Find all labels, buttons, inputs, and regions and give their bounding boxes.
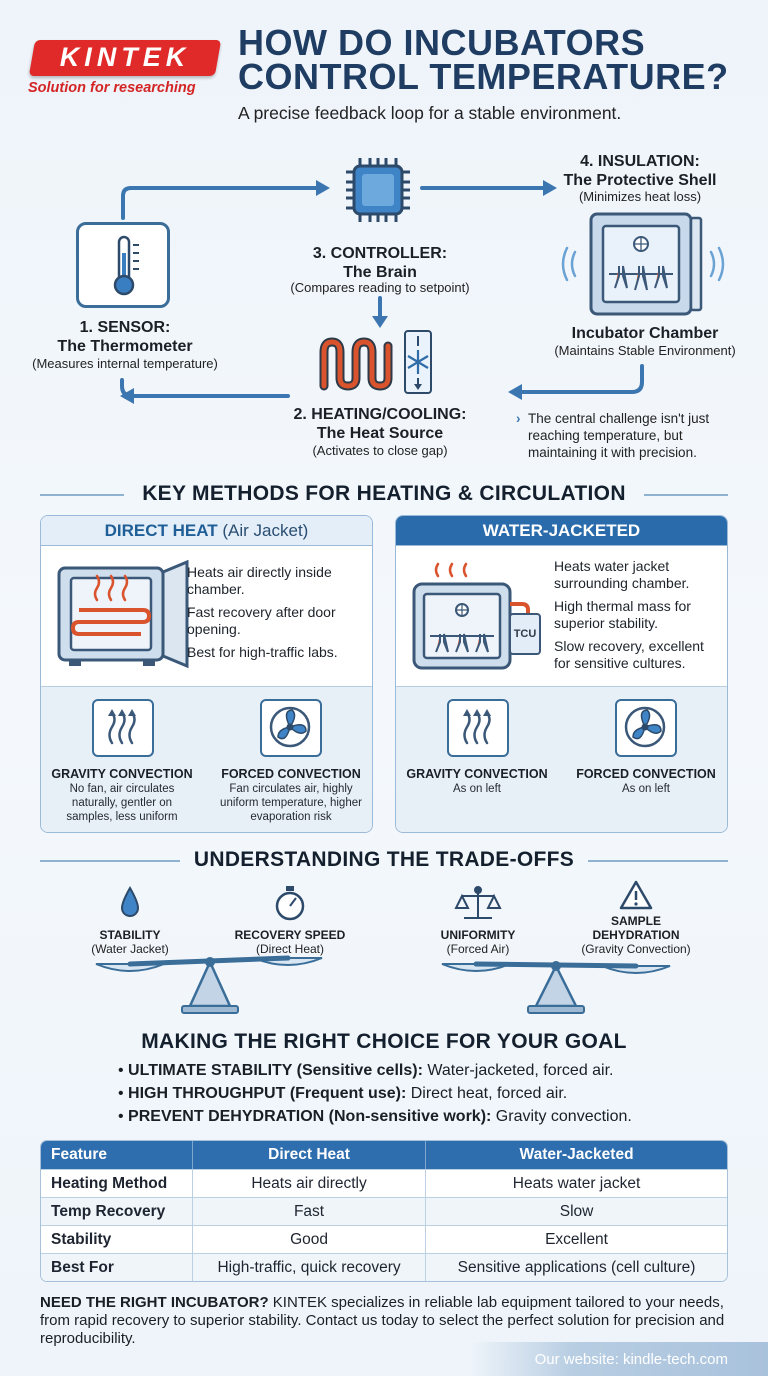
- table-header-cell: Water-Jacketed: [426, 1141, 727, 1169]
- table-header-cell: Feature: [41, 1141, 193, 1169]
- table-cell: Fast: [193, 1197, 426, 1225]
- heating-cooling-description: (Activates to close gap): [312, 443, 448, 458]
- table-cell: Slow: [426, 1197, 727, 1225]
- loop-note: › The central challenge isn't just reaching temperature, but maintaining it with precision.: [516, 411, 710, 460]
- footer-website-bar: [470, 1342, 768, 1376]
- fan-icon: [615, 699, 677, 757]
- heating-cooling-title: 2. HEATING/COOLING: The Heat Source: [293, 406, 467, 442]
- snowflake-icon: [406, 332, 430, 392]
- comparison-table: [40, 1140, 728, 1282]
- table-row: [41, 1253, 727, 1281]
- forced-convection-description: As on left: [622, 783, 670, 795]
- uniformity-label: UNIFORMITY: [440, 928, 516, 942]
- choice-section-title: MAKING THE RIGHT CHOICE FOR YOUR GOAL: [141, 1030, 627, 1053]
- forced-convection-label: FORCED CONVECTION: [221, 767, 361, 781]
- brand-logo-text: KINTEK: [59, 42, 191, 72]
- gravity-convection-label: GRAVITY CONVECTION: [51, 767, 193, 781]
- controller-description: (Compares reading to setpoint): [290, 280, 470, 295]
- tradeoffs-section-title: UNDERSTANDING THE TRADE-OFFS: [193, 848, 575, 871]
- stopwatch-icon: [277, 886, 303, 919]
- brand-tagline: Solution for researching: [28, 80, 196, 96]
- recovery-speed-sub: (Direct Heat): [255, 942, 324, 956]
- water-jacketed-convection-options: [396, 686, 727, 832]
- website-link[interactable]: Our website: kindle-tech.com: [534, 1351, 728, 1368]
- tcu-control-unit: TCU: [509, 613, 541, 655]
- incubator-chamber-icon: [553, 208, 733, 320]
- choice-item: • ULTIMATE STABILITY (Sensitive cells): Water-jacketed, forced air.: [118, 1062, 614, 1079]
- direct-heat-description: Heats air directly inside chamber. Fast recovery after door opening. Best for high-traffic labs.: [187, 564, 338, 660]
- sample-dehydration-label: SAMPLE DEHYDRATION: [592, 914, 680, 942]
- call-to-action: NEED THE RIGHT INCUBATOR? KINTEK specializes in reliable lab equipment tailored to your needs, from rapid recovery to superior stability. Contact us today to select the perfect solution for precision and reproducibility.: [40, 1294, 725, 1347]
- thermometer-icon: [79, 225, 167, 305]
- balance-icon: [456, 887, 500, 918]
- page-title: HOW DO INCUBATORS CONTROL TEMPERATURE?: [238, 22, 729, 97]
- table-cell: Excellent: [426, 1225, 727, 1253]
- direct-heat-incubator-icon: [55, 560, 205, 672]
- water-jacketed-description: Heats water jacket surrounding chamber. High thermal mass for superior stability. Slow recovery, excellent for sensitive cultures.: [554, 558, 704, 671]
- forced-convection-label: FORCED CONVECTION: [576, 767, 716, 781]
- table-header-cell: Direct Heat: [193, 1141, 426, 1169]
- direct-heat-header: DIRECT HEAT (Air Jacket): [41, 516, 372, 546]
- insulation-description: (Minimizes heat loss): [578, 189, 702, 204]
- cooling-unit-frame: [404, 330, 432, 394]
- uniformity-sub: (Forced Air): [446, 942, 510, 956]
- table-cell: High-traffic, quick recovery: [193, 1253, 426, 1281]
- gravity-convection-description: No fan, air circulates naturally, gentler on samples, less uniform: [66, 783, 178, 823]
- insulation-title: 4. INSULATION: The Protective Shell: [563, 153, 717, 189]
- gravity-convection-label: GRAVITY CONVECTION: [406, 767, 548, 781]
- forced-convection-description: Fan circulates air, highly uniform temperature, higher evaporation risk: [220, 783, 362, 823]
- thermometer-sensor-frame: [76, 222, 170, 308]
- chevron-right-icon: ›: [516, 411, 521, 426]
- table-cell: Heats water jacket: [426, 1169, 727, 1197]
- table-cell: Heats air directly: [193, 1169, 426, 1197]
- gravity-convection-icon: [92, 699, 154, 757]
- heating-coil-icon: [318, 334, 400, 394]
- stability-sub: (Water Jacket): [91, 942, 169, 956]
- table-cell: Good: [193, 1225, 426, 1253]
- table-cell: Stability: [41, 1225, 193, 1253]
- table-cell: Heating Method: [41, 1169, 193, 1197]
- choice-item: • PREVENT DEHYDRATION (Non-sensitive work): Gravity convection.: [118, 1108, 632, 1125]
- direct-heat-convection-options: [41, 686, 372, 832]
- chamber-description: (Maintains Stable Environment): [554, 343, 736, 358]
- microchip-icon: [338, 150, 418, 230]
- water-drop-icon: [122, 886, 138, 916]
- sensor-description: (Measures internal temperature): [32, 356, 218, 371]
- table-header-row: [41, 1141, 727, 1169]
- chamber-title: Incubator Chamber: [571, 325, 719, 342]
- sensor-title: 1. SENSOR: The Thermometer: [57, 319, 193, 355]
- table-row: [41, 1169, 727, 1197]
- choice-item: • HIGH THROUGHPUT (Frequent use): Direct heat, forced air.: [118, 1085, 568, 1102]
- controller-title: 3. CONTROLLER: The Brain: [312, 245, 448, 281]
- warning-icon: [621, 882, 651, 908]
- gravity-convection-description: As on left: [453, 783, 501, 795]
- direct-heat-card: [40, 515, 373, 833]
- page-subtitle: A precise feedback loop for a stable environment.: [238, 103, 622, 123]
- stability-label: STABILITY: [99, 928, 161, 942]
- recovery-speed-label: RECOVERY SPEED: [234, 928, 346, 942]
- sample-dehydration-sub: (Gravity Convection): [581, 942, 691, 956]
- table-row: [41, 1197, 727, 1225]
- fan-icon: [260, 699, 322, 757]
- gravity-convection-icon: [447, 699, 509, 757]
- table-cell: Sensitive applications (cell culture): [426, 1253, 727, 1281]
- methods-section-title: KEY METHODS FOR HEATING & CIRCULATION: [142, 482, 626, 505]
- water-jacketed-card: [395, 515, 728, 833]
- water-jacketed-header: WATER-JACKETED: [396, 516, 727, 546]
- table-cell: Temp Recovery: [41, 1197, 193, 1225]
- table-cell: Best For: [41, 1253, 193, 1281]
- table-row: [41, 1225, 727, 1253]
